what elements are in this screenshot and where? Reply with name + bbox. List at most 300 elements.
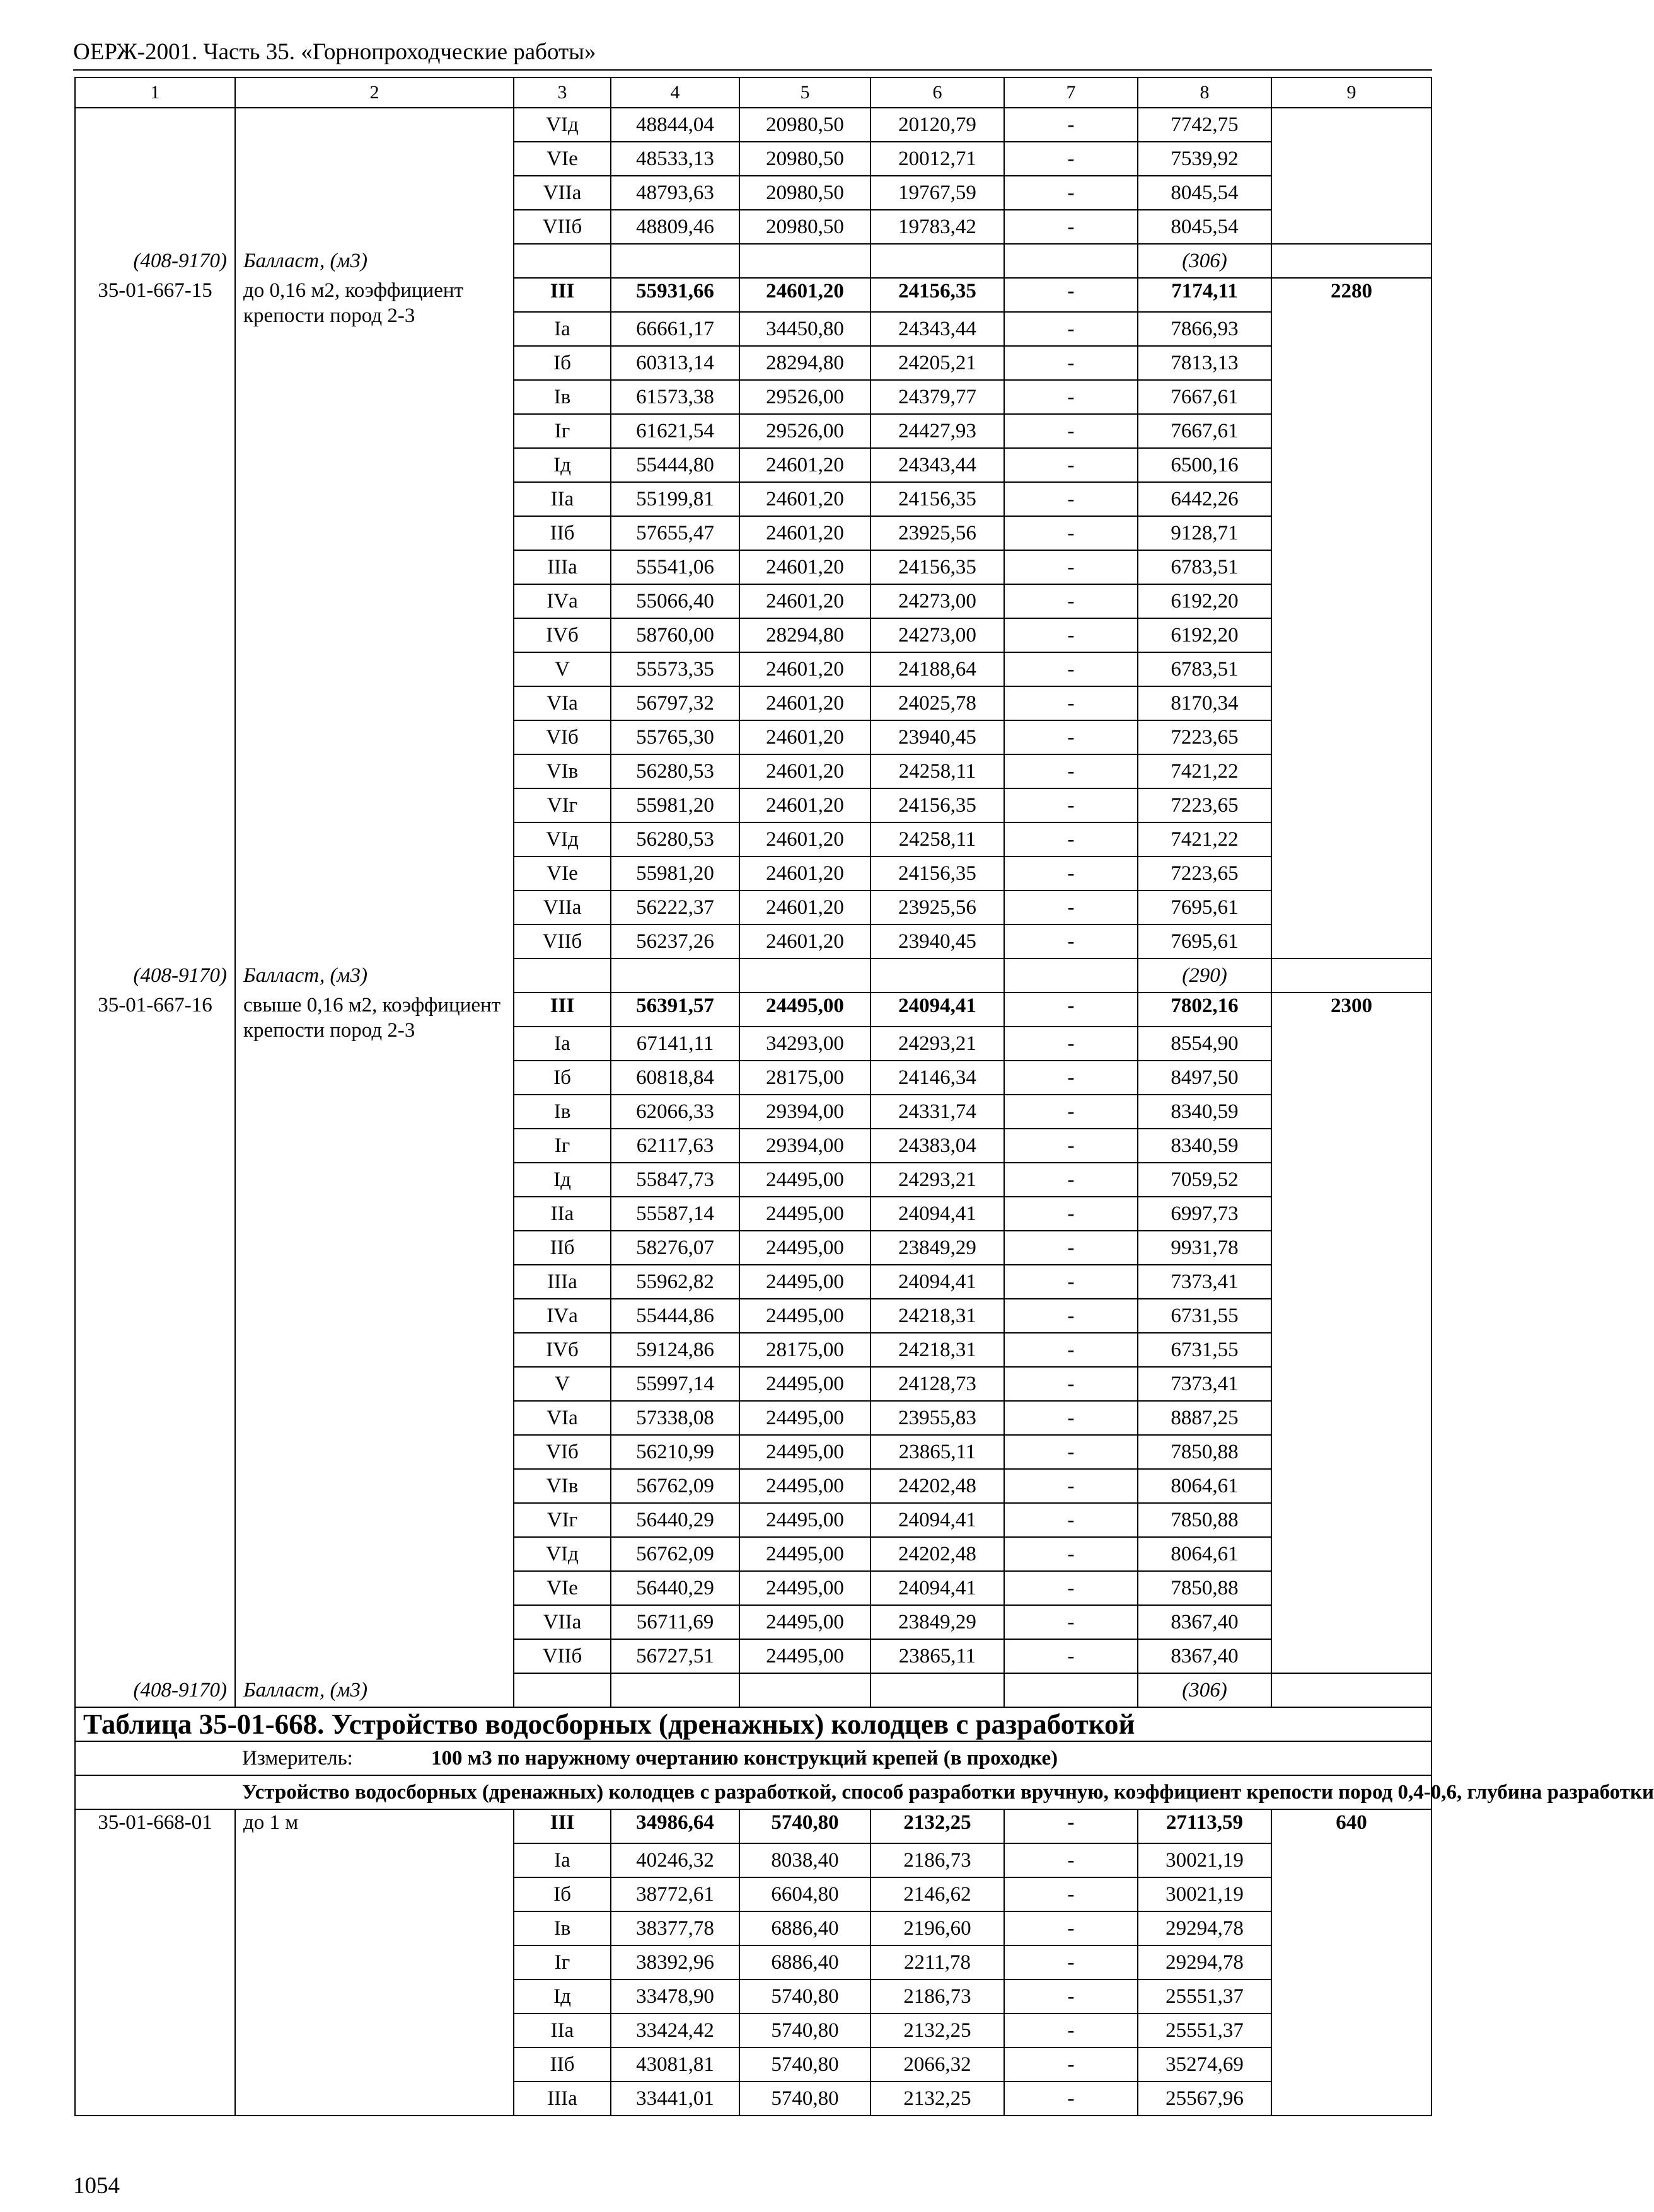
material-cost: 27113,59 [1138,1809,1271,1843]
labor-cost: 24495,00 [739,993,870,1027]
machine-cost: 24218,31 [870,1299,1004,1333]
empty-cell [235,108,514,244]
driver-wage: - [1004,2013,1138,2048]
labor-cost: 24601,20 [739,890,870,925]
driver-wage: - [1004,1605,1138,1639]
machine-cost: 24202,48 [870,1469,1004,1503]
empty-cell [1271,959,1431,993]
labor-cost: 5740,80 [739,1979,870,2013]
category: Iб [514,346,611,380]
material-cost: 7695,61 [1138,890,1271,925]
material-cost: 7539,92 [1138,142,1271,176]
labor-cost: 24601,20 [739,448,870,482]
material-cost: 8064,61 [1138,1469,1271,1503]
machine-cost: 24156,35 [870,278,1004,312]
total-cost: 55199,81 [611,482,739,516]
total-cost: 55573,35 [611,652,739,686]
machine-cost: 24128,73 [870,1367,1004,1401]
column-number: 5 [739,78,870,108]
total-cost: 56210,99 [611,1435,739,1469]
driver-wage: - [1004,1095,1138,1129]
measure-label: Измеритель: [242,1747,353,1770]
column-number: 8 [1138,78,1271,108]
total-cost: 48533,13 [611,142,739,176]
machine-cost: 24218,31 [870,1333,1004,1367]
ballast-code: (408-9170) [75,1673,235,1707]
total-cost: 55981,20 [611,788,739,822]
material-cost: 7695,61 [1138,925,1271,959]
category: VIIа [514,890,611,925]
labor-cost: 20980,50 [739,108,870,142]
driver-wage: - [1004,1197,1138,1231]
empty-cell [870,1673,1004,1707]
empty-cell [611,959,739,993]
machine-cost: 24427,93 [870,414,1004,448]
machine-cost: 20120,79 [870,108,1004,142]
driver-wage: - [1004,380,1138,414]
ballast-quantity: (306) [1138,1673,1271,1707]
ballast-code: (408-9170) [75,959,235,993]
column-number: 1 [75,78,235,108]
material-cost: 7802,16 [1138,993,1271,1027]
driver-wage: - [1004,1639,1138,1673]
material-cost: 8045,54 [1138,210,1271,244]
machine-cost: 24379,77 [870,380,1004,414]
ballast-row [75,959,1431,993]
labor-cost: 24601,20 [739,822,870,856]
labor-cost: 24495,00 [739,1435,870,1469]
empty-cell [739,244,870,278]
machine-cost: 23865,11 [870,1435,1004,1469]
category: IVа [514,584,611,618]
material-cost: 8064,61 [1138,1537,1271,1571]
ballast-code: (408-9170) [75,244,235,278]
category: Iд [514,1979,611,2013]
material-cost: 7421,22 [1138,754,1271,788]
category: VIе [514,142,611,176]
empty-cell [1271,108,1431,244]
driver-wage: - [1004,686,1138,720]
rate-description [235,1809,514,2116]
table-title: Таблица 35-01-668. Устройство водосборных (дренажных) колодцев с разработкой [75,1707,1431,1741]
labor-cost: 6604,80 [739,1877,870,1911]
table-row [75,993,1431,1027]
machine-cost: 23865,11 [870,1639,1004,1673]
empty-cell [611,244,739,278]
ballast-name: Балласт, (м3) [235,959,514,993]
ballast-quantity: (290) [1138,959,1271,993]
section-heading-cell [75,1775,1654,1809]
material-cost: 9128,71 [1138,516,1271,550]
driver-wage: - [1004,890,1138,925]
total-cost: 55765,30 [611,720,739,754]
column-number: 4 [611,78,739,108]
material-cost: 6500,16 [1138,448,1271,482]
material-cost: 8367,40 [1138,1605,1271,1639]
labor-cost: 24601,20 [739,720,870,754]
total-cost: 61573,38 [611,380,739,414]
labor-cost: 29526,00 [739,414,870,448]
rates-table [74,77,1654,2116]
material-cost: 8340,59 [1138,1095,1271,1129]
category: VIIа [514,176,611,210]
empty-cell [611,1673,739,1707]
category: VIг [514,1503,611,1537]
labor-cost: 24495,00 [739,1469,870,1503]
driver-wage: - [1004,482,1138,516]
rate-code: 35-01-668-01 [75,1809,235,2116]
category: III [514,993,611,1027]
machine-cost: 2066,32 [870,2048,1004,2082]
labor-cost: 24601,20 [739,482,870,516]
total-cost: 56391,57 [611,993,739,1027]
labor-cost: 24495,00 [739,1401,870,1435]
labor-cost: 24495,00 [739,1639,870,1673]
material-cost: 7813,13 [1138,346,1271,380]
labor-cost: 24495,00 [739,1163,870,1197]
category: IVб [514,1333,611,1367]
material-cost: 7850,88 [1138,1503,1271,1537]
measure-value: 100 м3 по наружному очертанию конструкций крепей (в проходке) [431,1747,1058,1770]
labor-cost: 6886,40 [739,1911,870,1945]
material-cost: 7667,61 [1138,380,1271,414]
rate-description [235,993,514,1673]
machine-cost: 23940,45 [870,925,1004,959]
machine-cost: 24258,11 [870,822,1004,856]
category: Iб [514,1877,611,1911]
material-cost: 6192,20 [1138,584,1271,618]
machine-cost: 24156,35 [870,788,1004,822]
labor-cost: 24495,00 [739,1197,870,1231]
driver-wage: - [1004,142,1138,176]
driver-wage: - [1004,1945,1138,1979]
driver-wage: - [1004,925,1138,959]
labor-cost: 24601,20 [739,925,870,959]
category: IVа [514,1299,611,1333]
material-cost: 6997,73 [1138,1197,1271,1231]
driver-wage: - [1004,1367,1138,1401]
machine-cost: 2132,25 [870,1809,1004,1843]
empty-cell [1004,244,1138,278]
machine-cost: 20012,71 [870,142,1004,176]
machine-cost: 24156,35 [870,550,1004,584]
category: VIIб [514,925,611,959]
material-cost: 6192,20 [1138,618,1271,652]
category: VIв [514,754,611,788]
total-cost: 48809,46 [611,210,739,244]
category: Iд [514,448,611,482]
machine-cost: 24094,41 [870,993,1004,1027]
total-cost: 56711,69 [611,1605,739,1639]
machine-cost: 23849,29 [870,1605,1004,1639]
category: Iг [514,1945,611,1979]
labor-cost: 28175,00 [739,1061,870,1095]
rate-description-text: до 1 м [243,1811,299,1834]
table-row [75,278,1431,312]
machine-cost: 23925,56 [870,516,1004,550]
labor-cost: 24495,00 [739,1231,870,1265]
page-number: 1054 [73,2173,120,2199]
driver-wage: - [1004,1027,1138,1061]
total-cost: 56280,53 [611,754,739,788]
category: V [514,652,611,686]
labor-cost: 24601,20 [739,652,870,686]
labor-cost: 24601,20 [739,516,870,550]
material-cost: 25551,37 [1138,2013,1271,2048]
ballast-name: Балласт, (м3) [235,244,514,278]
labor-cost: 6886,40 [739,1945,870,1979]
driver-wage: - [1004,1129,1138,1163]
total-cost: 55444,80 [611,448,739,482]
labor-cost: 28294,80 [739,618,870,652]
table-row [75,108,1431,142]
driver-wage: - [1004,2048,1138,2082]
machine-cost: 2132,25 [870,2082,1004,2116]
driver-wage: - [1004,1809,1138,1843]
machine-cost: 24205,21 [870,346,1004,380]
category: Iа [514,1027,611,1061]
material-cost: 7223,65 [1138,788,1271,822]
labor-cost: 20980,50 [739,210,870,244]
material-cost: 7373,41 [1138,1265,1271,1299]
labor-cost: 24601,20 [739,278,870,312]
column-number: 9 [1271,78,1431,108]
labor-cost: 20980,50 [739,176,870,210]
material-cost: 6731,55 [1138,1299,1271,1333]
total-cost: 48793,63 [611,176,739,210]
empty-cell [514,959,611,993]
machine-cost: 24188,64 [870,652,1004,686]
rate-description [235,278,514,959]
machine-cost: 24156,35 [870,482,1004,516]
machine-cost: 24146,34 [870,1061,1004,1095]
driver-wage: - [1004,1299,1138,1333]
total-cost: 55981,20 [611,856,739,890]
category: VIг [514,788,611,822]
material-cost: 25567,96 [1138,2082,1271,2116]
category: Iб [514,1061,611,1095]
total-cost: 43081,81 [611,2048,739,2082]
labor-cost: 5740,80 [739,2013,870,2048]
table-row [75,1809,1431,1843]
category: IIб [514,516,611,550]
machine-cost: 24094,41 [870,1503,1004,1537]
labor-cost: 24495,00 [739,1605,870,1639]
driver-wage: - [1004,1231,1138,1265]
column-number-row [75,78,1431,108]
machine-cost: 24293,21 [870,1027,1004,1061]
category: VIIб [514,1639,611,1673]
machine-cost: 24343,44 [870,448,1004,482]
labor-cost: 24601,20 [739,686,870,720]
material-cost: 8340,59 [1138,1129,1271,1163]
material-cost: 8497,50 [1138,1061,1271,1095]
driver-wage: - [1004,584,1138,618]
machine-cost: 24273,00 [870,584,1004,618]
total-cost: 62117,63 [611,1129,739,1163]
machine-cost: 24343,44 [870,312,1004,346]
total-cost: 55997,14 [611,1367,739,1401]
driver-wage: - [1004,1333,1138,1367]
header-rule [73,69,1432,71]
driver-wage: - [1004,1061,1138,1095]
material-cost: 8887,25 [1138,1401,1271,1435]
total-cost: 60313,14 [611,346,739,380]
category: Iд [514,1163,611,1197]
labor-cost: 34293,00 [739,1027,870,1061]
driver-wage: - [1004,652,1138,686]
material-cost: 25551,37 [1138,1979,1271,2013]
driver-wage: - [1004,1911,1138,1945]
labor-cost: 5740,80 [739,2082,870,2116]
material-cost: 8170,34 [1138,686,1271,720]
category: IIб [514,1231,611,1265]
labor-cost: 29394,00 [739,1129,870,1163]
total-cost: 34986,64 [611,1809,739,1843]
driver-wage: - [1004,1469,1138,1503]
total-cost: 56440,29 [611,1571,739,1605]
column-number: 2 [235,78,514,108]
labor-cost: 24495,00 [739,1299,870,1333]
driver-wage: - [1004,788,1138,822]
total-cost: 55066,40 [611,584,739,618]
table-body [75,78,1654,2116]
labor-cost: 24601,20 [739,788,870,822]
driver-wage: - [1004,1979,1138,2013]
category: Iг [514,414,611,448]
machine-cost: 2186,73 [870,1979,1004,2013]
category: VIд [514,1537,611,1571]
total-cost: 40246,32 [611,1843,739,1877]
machine-cost: 19783,42 [870,210,1004,244]
category: VIе [514,856,611,890]
rate-description-text: свыше 0,16 м2, коэффициент крепости пород 2-3 [243,994,501,1042]
total-cost: 58760,00 [611,618,739,652]
driver-wage: - [1004,516,1138,550]
category: VIб [514,720,611,754]
material-cost: 7421,22 [1138,822,1271,856]
machine-cost: 24331,74 [870,1095,1004,1129]
total-cost: 55931,66 [611,278,739,312]
category: IIIа [514,1265,611,1299]
category: VIа [514,1401,611,1435]
total-cost: 62066,33 [611,1095,739,1129]
labor-cost: 24601,20 [739,754,870,788]
ballast-name: Балласт, (м3) [235,1673,514,1707]
category: III [514,1809,611,1843]
empty-cell [514,244,611,278]
machine-cost: 2196,60 [870,1911,1004,1945]
driver-wage: - [1004,1265,1138,1299]
ballast-row [75,244,1431,278]
labor-cost: 5740,80 [739,2048,870,2082]
labor-hours: 640 [1271,1809,1431,2116]
driver-wage: - [1004,822,1138,856]
driver-wage: - [1004,1537,1138,1571]
machine-cost: 2146,62 [870,1877,1004,1911]
total-cost: 38772,61 [611,1877,739,1911]
category: Iв [514,1095,611,1129]
category: Iа [514,312,611,346]
material-cost: 8367,40 [1138,1639,1271,1673]
column-number: 3 [514,78,611,108]
total-cost: 56762,09 [611,1537,739,1571]
section-heading-row [75,1775,1431,1809]
machine-cost: 24258,11 [870,754,1004,788]
labor-cost: 24601,20 [739,550,870,584]
category: Iв [514,1911,611,1945]
driver-wage: - [1004,856,1138,890]
labor-cost: 34450,80 [739,312,870,346]
labor-cost: 20980,50 [739,142,870,176]
driver-wage: - [1004,754,1138,788]
section-heading: Устройство водосборных (дренажных) колодцев с разработкой, способ разработки вручную, коэффициент крепости пород 0,4-0,6, глубина разработки [242,1781,1654,1804]
total-cost: 56762,09 [611,1469,739,1503]
machine-cost: 2186,73 [870,1843,1004,1877]
labor-cost: 8038,40 [739,1843,870,1877]
category: V [514,1367,611,1401]
driver-wage: - [1004,993,1138,1027]
total-cost: 55541,06 [611,550,739,584]
material-cost: 9931,78 [1138,1231,1271,1265]
measure-cell [75,1741,1431,1775]
driver-wage: - [1004,720,1138,754]
labor-hours: 2280 [1271,278,1431,959]
labor-cost: 5740,80 [739,1809,870,1843]
driver-wage: - [1004,176,1138,210]
material-cost: 29294,78 [1138,1945,1271,1979]
material-cost: 7174,11 [1138,278,1271,312]
labor-cost: 29526,00 [739,380,870,414]
machine-cost: 23940,45 [870,720,1004,754]
page-header: ОЕРЖ-2001. Часть 35. «Горнопроходческие работы» [73,39,596,65]
total-cost: 56237,26 [611,925,739,959]
material-cost: 7667,61 [1138,414,1271,448]
driver-wage: - [1004,1503,1138,1537]
category: Iа [514,1843,611,1877]
material-cost: 6783,51 [1138,550,1271,584]
total-cost: 66661,17 [611,312,739,346]
column-number: 7 [1004,78,1138,108]
total-cost: 33478,90 [611,1979,739,2013]
driver-wage: - [1004,312,1138,346]
category: IIIа [514,2082,611,2116]
material-cost: 8045,54 [1138,176,1271,210]
material-cost: 7223,65 [1138,720,1271,754]
empty-cell [1004,1673,1138,1707]
total-cost: 58276,07 [611,1231,739,1265]
material-cost: 6731,55 [1138,1333,1271,1367]
category: IIа [514,482,611,516]
rate-description-text: до 0,16 м2, коэффициент крепости пород 2-3 [243,279,463,327]
category: VIв [514,1469,611,1503]
table-title-row [75,1707,1431,1741]
category: IIIа [514,550,611,584]
machine-cost: 24383,04 [870,1129,1004,1163]
total-cost: 60818,84 [611,1061,739,1095]
material-cost: 7223,65 [1138,856,1271,890]
driver-wage: - [1004,1401,1138,1435]
driver-wage: - [1004,1571,1138,1605]
category: VIIб [514,210,611,244]
machine-cost: 19767,59 [870,176,1004,210]
driver-wage: - [1004,550,1138,584]
driver-wage: - [1004,448,1138,482]
driver-wage: - [1004,346,1138,380]
total-cost: 56222,37 [611,890,739,925]
machine-cost: 24094,41 [870,1571,1004,1605]
total-cost: 33424,42 [611,2013,739,2048]
